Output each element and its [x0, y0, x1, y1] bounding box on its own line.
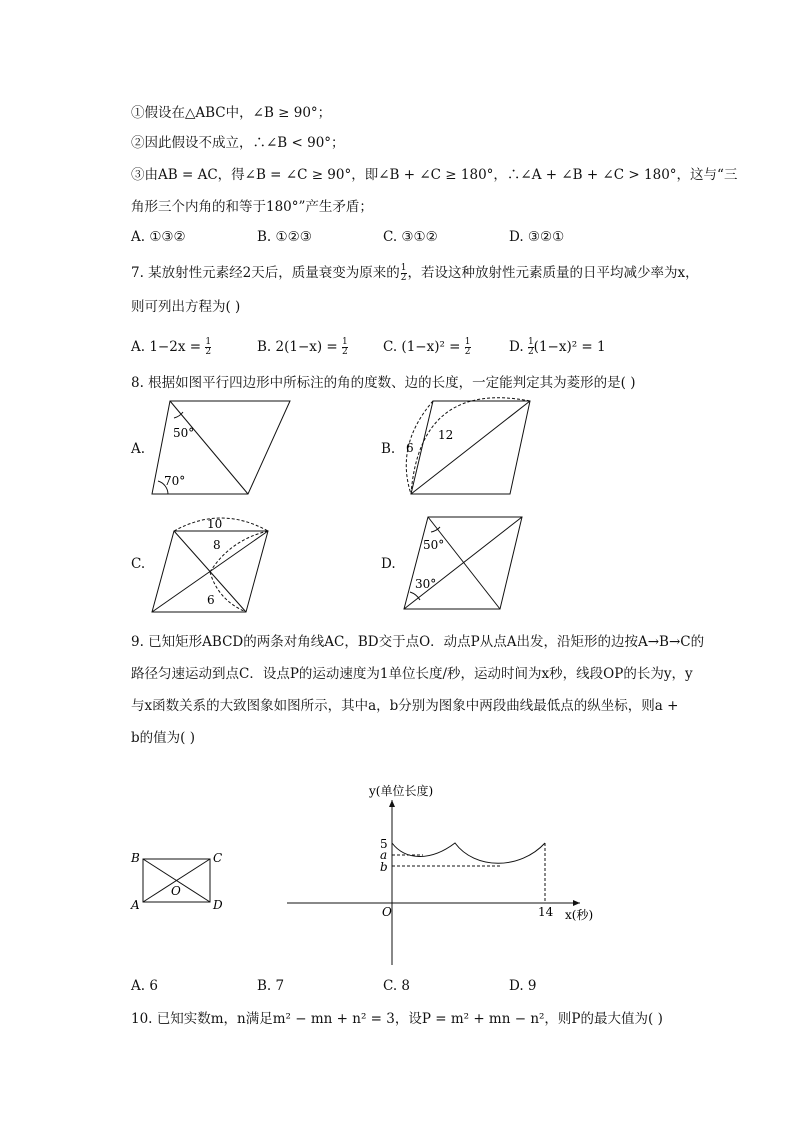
q10-stem: 10. 已知实数m，n满足m² − mn + n² = 3，设P = m² + mn − n²，则P的最大值为( )	[131, 1011, 663, 1027]
q8-label-b: B.	[381, 441, 396, 457]
q9-option-d: D. 9	[509, 978, 537, 994]
q8-label-c: C.	[131, 556, 146, 572]
q9-ya: a	[380, 848, 388, 862]
q7-b-num: 1	[342, 337, 348, 347]
q8d-angle-top: 50°	[423, 538, 445, 552]
q8-label-d: D.	[381, 556, 396, 572]
q7-frac-num: 1	[400, 263, 407, 273]
q9-x-arrow	[573, 900, 580, 906]
q8b-diag-12: 12	[438, 428, 454, 442]
q8c-label-8: 8	[213, 538, 221, 552]
q7-c-num: 1	[464, 337, 471, 347]
q9-label-o: O	[171, 884, 181, 898]
q8a-angle-bottom: 70°	[164, 474, 186, 488]
q7-option-d-label: D.	[509, 339, 524, 355]
q7-option-b-text: B. 2(1−x) =	[257, 339, 338, 355]
q6-step2: ②因此假设不成立，∴∠B < 90°；	[131, 135, 345, 151]
q7-option-a-text: A. 1−2x =	[131, 339, 202, 355]
q9-option-b: B. 7	[257, 978, 285, 994]
q7-d-num: 1	[527, 337, 534, 347]
q7-line2: 则可列出方程为( )	[131, 299, 241, 315]
q9-label-b: B	[131, 851, 140, 865]
q7-line1-suffix: ，若设这种放射性元素质量的日平均减少率为x，	[407, 265, 699, 281]
q7-b-den: 2	[342, 347, 348, 357]
q8-stem: 8. 根据如图平行四边形中所标注的角的度数、边的长度，一定能判定其为菱形的是( )	[131, 375, 636, 391]
q9-label-a: A	[131, 898, 140, 912]
q9-line3: 与x函数关系的大致图象如图所示，其中a，b分别为图象中两段曲线最低点的纵坐标，则a +	[131, 698, 679, 714]
q7-d-den: 2	[527, 347, 534, 357]
q9-label-d: D	[213, 898, 223, 912]
q9-y-arrow	[389, 800, 395, 807]
q8d-angle-bottom: 30°	[415, 577, 437, 591]
q9-x14: 14	[538, 905, 554, 919]
q7-a-den: 2	[205, 347, 212, 357]
q7-option-d-text: (1−x)² = 1	[533, 339, 606, 355]
q9-y5: 5	[380, 837, 388, 851]
q9-line2: 路径匀速运动到点C．设点P的运动速度为1单位长度/秒，运动时间为x秒，线段OP的长为y，y	[131, 666, 693, 682]
q7-c-den: 2	[464, 347, 471, 357]
q6-option-d: D. ③②①	[509, 229, 565, 245]
q6-option-b: B. ①②③	[257, 229, 312, 245]
q9-xlabel: x(秒)	[565, 908, 594, 922]
q9-label-c: C	[213, 851, 223, 865]
q8a-angle-top: 50°	[173, 426, 195, 440]
q9-ylabel: y(单位长度)	[369, 784, 434, 798]
q6-step1: ①假设在△ABC中，∠B ≥ 90°；	[131, 105, 332, 121]
q7-frac-den: 2	[400, 273, 407, 283]
q9-option-a: A. 6	[131, 978, 158, 994]
q7-a-num: 1	[205, 337, 212, 347]
q9-line1: 9. 已知矩形ABCD的两条对角线AC，BD交于点O．动点P从点A出发，沿矩形的边按A→B→C的	[131, 634, 705, 650]
q9-option-c: C. 8	[383, 978, 411, 994]
q8-label-a: A.	[131, 441, 146, 457]
q7-option-c-text: C. (1−x)² =	[383, 339, 461, 355]
q9-curve	[392, 843, 545, 863]
q8b-side-6: 6	[406, 441, 414, 455]
q6-option-c: C. ③①②	[383, 229, 438, 245]
q8c-label-10: 10	[207, 517, 223, 531]
q9-origin: O	[382, 905, 392, 919]
q6-step3b: 角形三个内角的和等于180°”产生矛盾；	[131, 199, 373, 215]
q8c-label-6: 6	[207, 593, 215, 607]
q9-yb: b	[380, 860, 388, 874]
q9-line4: b的值为( )	[131, 730, 195, 746]
q7-line1-prefix: 7. 某放射性元素经2天后，质量衰变为原来的	[131, 265, 400, 281]
q6-step3a: ③由AB = AC，得∠B = ∠C ≥ 90°，即∠B + ∠C ≥ 180°，∴∠A + ∠B + ∠C > 180°，这与“三	[131, 167, 738, 183]
q6-option-a: A. ①③②	[131, 229, 186, 245]
